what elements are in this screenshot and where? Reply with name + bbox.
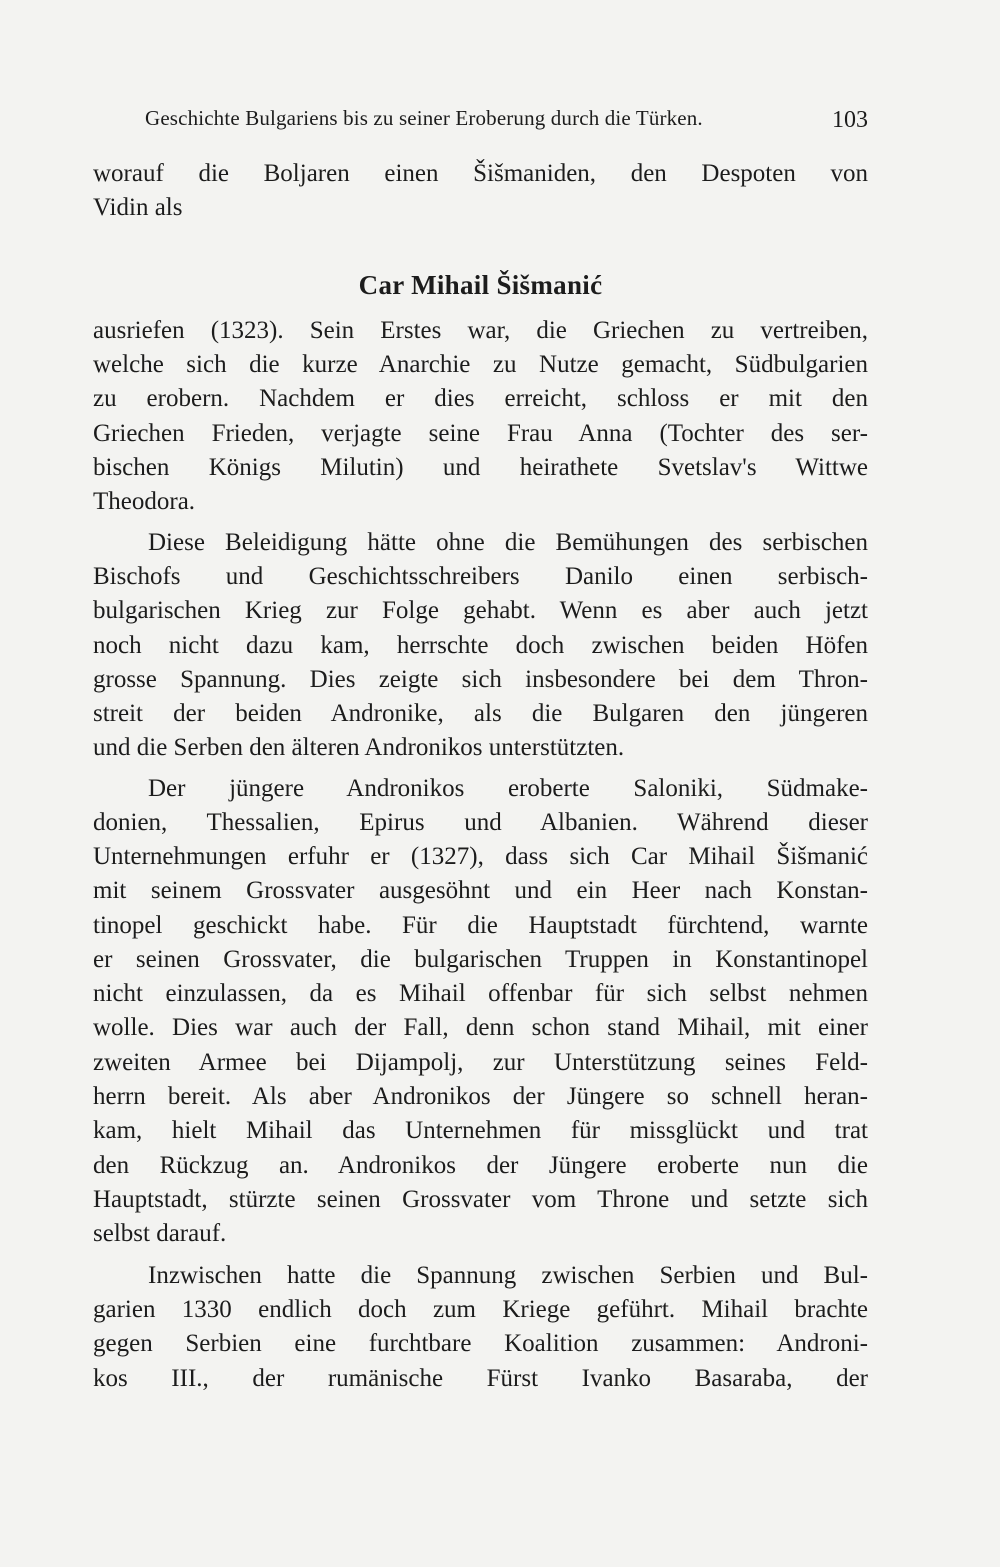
text-line: Griechen Frieden, verjagte seine Frau Anna (Tochter des ser- [93, 420, 868, 447]
text-line: wolle. Dies war auch der Fall, denn schon stand Mihail, mit einer [93, 1014, 868, 1041]
text-line: selbst darauf. [93, 1220, 227, 1247]
text-line: Diese Beleidigung hätte ohne die Bemühungen des serbischen [148, 529, 868, 556]
text-line: kos III., der rumänische Fürst Ivanko Basaraba, der [93, 1365, 868, 1392]
text-line: gegen Serbien eine furchtbare Koalition zusammen: Androni- [93, 1330, 868, 1357]
running-head [145, 100, 868, 136]
text-line: und die Serben den älteren Andronikos unterstützten. [93, 734, 625, 761]
text-line: noch nicht dazu kam, herrschte doch zwischen beiden Höfen [93, 632, 868, 659]
text-line: Vidin als [93, 194, 183, 221]
text-line: welche sich die kurze Anarchie zu Nutze gemacht, Südbulgarien [93, 351, 868, 378]
text-line: herrn bereit. Als aber Andronikos der Jüngere so schnell heran- [93, 1083, 868, 1110]
text-line: den Rückzug an. Andronikos der Jüngere eroberte nun die [93, 1152, 868, 1179]
text-line: nicht einzulassen, da es Mihail offenbar für sich selbst nehmen [93, 980, 868, 1007]
text-line: Bischofs und Geschichtsschreibers Danilo einen serbisch- [93, 563, 868, 590]
text-line: bischen Königs Milutin) und heirathete Svetslav's Wittwe [93, 454, 868, 481]
text-line: kam, hielt Mihail das Unternehmen für missglückt und trat [93, 1117, 868, 1144]
page-number: 103 [832, 107, 868, 133]
section-heading: Car Mihail Šišmanić [358, 270, 603, 300]
text-line: Theodora. [93, 488, 196, 515]
text-line: ausriefen (1323). Sein Erstes war, die Griechen zu vertreiben, [93, 317, 868, 344]
text-line: Unternehmungen erfuhr er (1327), dass sich Car Mihail Šišmanić [93, 843, 868, 870]
text-line: Inzwischen hatte die Spannung zwischen Serbien und Bul- [148, 1262, 868, 1289]
text-line: er seinen Grossvater, die bulgarischen Truppen in Konstantinopel [93, 946, 868, 973]
text-line: garien 1330 endlich doch zum Kriege geführt. Mihail brachte [93, 1296, 868, 1323]
text-line: grosse Spannung. Dies zeigte sich insbesondere bei dem Thron- [93, 666, 868, 693]
text-line: bulgarischen Krieg zur Folge gehabt. Wenn es aber auch jetzt [93, 597, 868, 624]
text-line: mit seinem Grossvater ausgesöhnt und ein Heer nach Konstan- [93, 877, 868, 904]
text-line: Der jüngere Andronikos eroberte Saloniki, Südmake- [148, 775, 868, 802]
text-line: zu erobern. Nachdem er dies erreicht, schloss er mit den [93, 385, 868, 412]
text-line: donien, Thessalien, Epirus und Albanien. Während dieser [93, 809, 868, 836]
text-line: tinopel geschickt habe. Für die Hauptstadt fürchtend, warnte [93, 912, 868, 939]
text-line: Hauptstadt, stürzte seinen Grossvater vom Throne und setzte sich [93, 1186, 868, 1213]
running-head-title: Geschichte Bulgariens bis zu seiner Eroberung durch die Türken. [145, 106, 703, 130]
text-line: streit der beiden Andronike, als die Bulgaren den jüngeren [93, 700, 868, 727]
text-line: worauf die Boljaren einen Šišmaniden, den Despoten von [93, 160, 868, 187]
text-line: zweiten Armee bei Dijampolj, zur Unterstützung seines Feld- [93, 1049, 868, 1076]
